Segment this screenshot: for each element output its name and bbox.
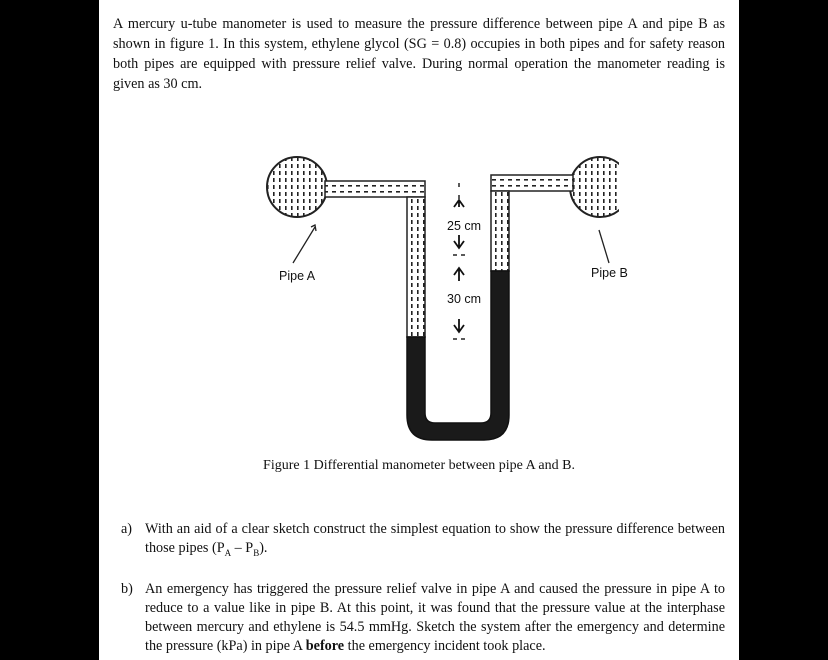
arrow-down-lower bbox=[454, 319, 464, 332]
right-arm-fluid bbox=[491, 191, 509, 271]
question-a bbox=[121, 520, 725, 563]
manometer-diagram bbox=[259, 135, 619, 455]
dimension-lower-label: 30 cm bbox=[447, 292, 482, 306]
question-a-letter: a) bbox=[121, 521, 133, 537]
question-b-letter: b) bbox=[121, 581, 133, 597]
pipe-b-circle bbox=[570, 157, 619, 217]
arrow-down-upper bbox=[454, 235, 464, 248]
pipe-b-leader bbox=[599, 230, 609, 263]
question-b bbox=[121, 580, 725, 656]
arrow-up-upper bbox=[454, 200, 464, 207]
dimension-upper-label: 25 cm bbox=[447, 219, 482, 233]
figure-caption: Figure 1 Differential manometer between pipe A and B. bbox=[263, 458, 575, 473]
pipe-a-leader bbox=[293, 225, 316, 263]
question-b-text: An emergency has triggered the pressure relief valve in pipe A and caused the pressure in pipe A to reduce to a value like in pipe B. At this point, it was found that the pressure value at the interphase between mercury and ethylene is 54.5 mmHg. Sketch the system after the emergency and determine the pressure (kPa) in pipe A before the emergency incident took place. bbox=[145, 581, 725, 654]
left-connector bbox=[325, 181, 425, 197]
question-a-text: With an aid of a clear sketch construct the simplest equation to show the pressure difference between those pipes $(P_A - P_B)$. bbox=[145, 521, 725, 558]
right-connector bbox=[491, 175, 573, 191]
arrow-up-lower bbox=[454, 268, 464, 281]
intro-paragraph: A mercury u-tube manometer is used to measure the pressure difference between pipe A and pipe B as shown in figure 1. In this system, ethylene glycol (SG = 0.8) occupies in both pipes and for safety reason both pipes are equipped with pressure relief valve. During normal operation the manometer reading is given as 30 cm. bbox=[113, 16, 725, 92]
pipe-a-circle bbox=[267, 157, 327, 217]
left-arm-fluid bbox=[407, 197, 425, 337]
page bbox=[99, 0, 739, 660]
pipe-a-label: Pipe A bbox=[279, 269, 316, 283]
manometer-figure bbox=[259, 135, 628, 455]
pipe-b-label: Pipe B bbox=[591, 266, 628, 280]
